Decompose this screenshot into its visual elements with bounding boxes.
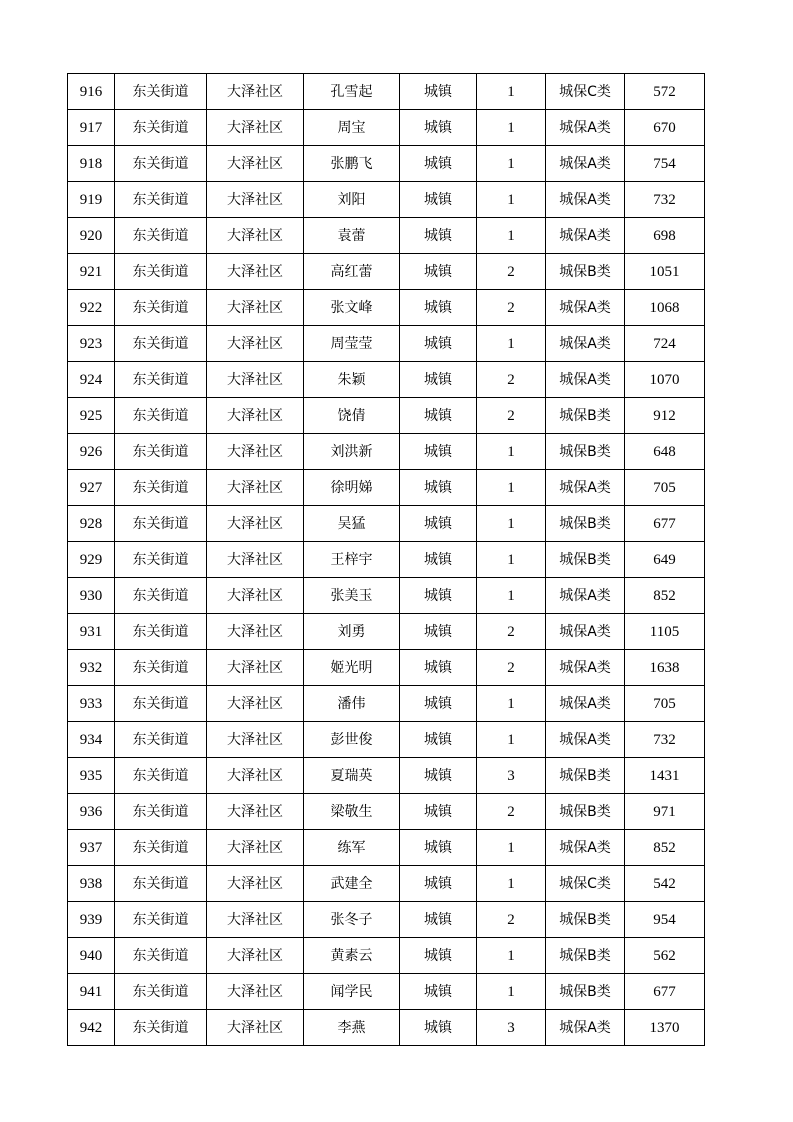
- cell-person-name: 朱颖: [304, 362, 400, 398]
- cell-household-size: 1: [477, 578, 546, 614]
- cell-amount: 724: [625, 326, 705, 362]
- cell-row-number: 940: [68, 938, 115, 974]
- cell-community: 大泽社区: [207, 794, 304, 830]
- table-row: [68, 758, 705, 794]
- cell-household-size: 1: [477, 146, 546, 182]
- cell-amount: 912: [625, 398, 705, 434]
- table-row: [68, 578, 705, 614]
- cell-person-name: 张文峰: [304, 290, 400, 326]
- cell-subdistrict: 东关街道: [115, 326, 207, 362]
- cell-amount: 971: [625, 794, 705, 830]
- cell-person-name: 孔雪起: [304, 74, 400, 110]
- cell-community: 大泽社区: [207, 758, 304, 794]
- cell-row-number: 937: [68, 830, 115, 866]
- cell-row-number: 938: [68, 866, 115, 902]
- cell-row-number: 942: [68, 1010, 115, 1046]
- cell-household-size: 1: [477, 110, 546, 146]
- table-row: [68, 866, 705, 902]
- cell-person-name: 夏瑞英: [304, 758, 400, 794]
- cell-residence-type: 城镇: [400, 938, 477, 974]
- cell-person-name: 姬光明: [304, 650, 400, 686]
- cell-insurance-category: 城保A类: [546, 290, 625, 326]
- cell-row-number: 927: [68, 470, 115, 506]
- cell-subdistrict: 东关街道: [115, 290, 207, 326]
- cell-community: 大泽社区: [207, 830, 304, 866]
- cell-subdistrict: 东关街道: [115, 902, 207, 938]
- cell-household-size: 1: [477, 434, 546, 470]
- cell-row-number: 922: [68, 290, 115, 326]
- cell-residence-type: 城镇: [400, 578, 477, 614]
- cell-community: 大泽社区: [207, 74, 304, 110]
- cell-insurance-category: 城保B类: [546, 254, 625, 290]
- cell-insurance-category: 城保A类: [546, 578, 625, 614]
- cell-household-size: 1: [477, 830, 546, 866]
- cell-insurance-category: 城保B类: [546, 974, 625, 1010]
- cell-residence-type: 城镇: [400, 110, 477, 146]
- cell-subdistrict: 东关街道: [115, 758, 207, 794]
- cell-row-number: 918: [68, 146, 115, 182]
- cell-subdistrict: 东关街道: [115, 866, 207, 902]
- cell-amount: 1431: [625, 758, 705, 794]
- cell-row-number: 917: [68, 110, 115, 146]
- cell-residence-type: 城镇: [400, 614, 477, 650]
- cell-insurance-category: 城保B类: [546, 794, 625, 830]
- cell-residence-type: 城镇: [400, 902, 477, 938]
- table-row: [68, 362, 705, 398]
- cell-residence-type: 城镇: [400, 722, 477, 758]
- table-row: [68, 614, 705, 650]
- cell-amount: 698: [625, 218, 705, 254]
- cell-amount: 648: [625, 434, 705, 470]
- cell-household-size: 1: [477, 218, 546, 254]
- cell-row-number: 929: [68, 542, 115, 578]
- cell-person-name: 张美玉: [304, 578, 400, 614]
- cell-person-name: 吴猛: [304, 506, 400, 542]
- cell-insurance-category: 城保B类: [546, 542, 625, 578]
- cell-community: 大泽社区: [207, 326, 304, 362]
- cell-community: 大泽社区: [207, 722, 304, 758]
- table-row: [68, 542, 705, 578]
- cell-household-size: 3: [477, 758, 546, 794]
- table-row: [68, 146, 705, 182]
- cell-person-name: 张鹏飞: [304, 146, 400, 182]
- cell-subdistrict: 东关街道: [115, 218, 207, 254]
- cell-residence-type: 城镇: [400, 650, 477, 686]
- cell-residence-type: 城镇: [400, 542, 477, 578]
- cell-community: 大泽社区: [207, 614, 304, 650]
- cell-amount: 1070: [625, 362, 705, 398]
- cell-insurance-category: 城保A类: [546, 146, 625, 182]
- cell-person-name: 周宝: [304, 110, 400, 146]
- cell-household-size: 1: [477, 542, 546, 578]
- cell-person-name: 袁蕾: [304, 218, 400, 254]
- cell-household-size: 1: [477, 686, 546, 722]
- cell-insurance-category: 城保A类: [546, 614, 625, 650]
- cell-amount: 1638: [625, 650, 705, 686]
- cell-household-size: 1: [477, 74, 546, 110]
- cell-amount: 852: [625, 578, 705, 614]
- cell-amount: 1068: [625, 290, 705, 326]
- cell-row-number: 928: [68, 506, 115, 542]
- cell-household-size: 2: [477, 614, 546, 650]
- cell-row-number: 921: [68, 254, 115, 290]
- cell-household-size: 1: [477, 866, 546, 902]
- table-row: [68, 254, 705, 290]
- cell-household-size: 2: [477, 794, 546, 830]
- cell-subdistrict: 东关街道: [115, 254, 207, 290]
- roster-table: [67, 73, 705, 1046]
- cell-household-size: 1: [477, 722, 546, 758]
- cell-insurance-category: 城保B类: [546, 758, 625, 794]
- cell-row-number: 941: [68, 974, 115, 1010]
- cell-amount: 754: [625, 146, 705, 182]
- table-row: [68, 434, 705, 470]
- cell-amount: 649: [625, 542, 705, 578]
- cell-community: 大泽社区: [207, 1010, 304, 1046]
- cell-row-number: 926: [68, 434, 115, 470]
- cell-household-size: 2: [477, 290, 546, 326]
- cell-insurance-category: 城保A类: [546, 686, 625, 722]
- cell-residence-type: 城镇: [400, 866, 477, 902]
- cell-subdistrict: 东关街道: [115, 74, 207, 110]
- cell-community: 大泽社区: [207, 578, 304, 614]
- cell-row-number: 925: [68, 398, 115, 434]
- cell-community: 大泽社区: [207, 434, 304, 470]
- cell-household-size: 1: [477, 506, 546, 542]
- table-row: [68, 794, 705, 830]
- table-row: [68, 398, 705, 434]
- cell-person-name: 刘洪新: [304, 434, 400, 470]
- cell-household-size: 1: [477, 470, 546, 506]
- cell-row-number: 934: [68, 722, 115, 758]
- cell-insurance-category: 城保B类: [546, 506, 625, 542]
- cell-community: 大泽社区: [207, 938, 304, 974]
- cell-insurance-category: 城保A类: [546, 218, 625, 254]
- cell-row-number: 924: [68, 362, 115, 398]
- cell-community: 大泽社区: [207, 290, 304, 326]
- cell-residence-type: 城镇: [400, 470, 477, 506]
- cell-row-number: 930: [68, 578, 115, 614]
- cell-residence-type: 城镇: [400, 182, 477, 218]
- cell-person-name: 练军: [304, 830, 400, 866]
- cell-subdistrict: 东关街道: [115, 470, 207, 506]
- cell-row-number: 916: [68, 74, 115, 110]
- table-row: [68, 686, 705, 722]
- cell-residence-type: 城镇: [400, 290, 477, 326]
- cell-household-size: 1: [477, 938, 546, 974]
- cell-residence-type: 城镇: [400, 434, 477, 470]
- cell-person-name: 黄素云: [304, 938, 400, 974]
- cell-household-size: 2: [477, 398, 546, 434]
- table-row: [68, 290, 705, 326]
- cell-subdistrict: 东关街道: [115, 650, 207, 686]
- cell-residence-type: 城镇: [400, 398, 477, 434]
- cell-person-name: 梁敬生: [304, 794, 400, 830]
- cell-residence-type: 城镇: [400, 362, 477, 398]
- cell-amount: 1105: [625, 614, 705, 650]
- cell-subdistrict: 东关街道: [115, 938, 207, 974]
- cell-subdistrict: 东关街道: [115, 974, 207, 1010]
- cell-household-size: 2: [477, 902, 546, 938]
- cell-residence-type: 城镇: [400, 326, 477, 362]
- table-row: [68, 1010, 705, 1046]
- cell-residence-type: 城镇: [400, 218, 477, 254]
- cell-insurance-category: 城保A类: [546, 1010, 625, 1046]
- cell-residence-type: 城镇: [400, 686, 477, 722]
- cell-insurance-category: 城保C类: [546, 866, 625, 902]
- cell-residence-type: 城镇: [400, 794, 477, 830]
- roster-body: [68, 74, 705, 1046]
- cell-subdistrict: 东关街道: [115, 182, 207, 218]
- cell-amount: 852: [625, 830, 705, 866]
- cell-row-number: 931: [68, 614, 115, 650]
- cell-community: 大泽社区: [207, 362, 304, 398]
- cell-row-number: 923: [68, 326, 115, 362]
- cell-community: 大泽社区: [207, 218, 304, 254]
- cell-person-name: 徐明娣: [304, 470, 400, 506]
- cell-insurance-category: 城保A类: [546, 182, 625, 218]
- table-row: [68, 326, 705, 362]
- cell-subdistrict: 东关街道: [115, 362, 207, 398]
- table-row: [68, 506, 705, 542]
- cell-person-name: 刘阳: [304, 182, 400, 218]
- cell-person-name: 李燕: [304, 1010, 400, 1046]
- table-row: [68, 830, 705, 866]
- table-row: [68, 218, 705, 254]
- cell-amount: 677: [625, 974, 705, 1010]
- cell-person-name: 高红蕾: [304, 254, 400, 290]
- cell-residence-type: 城镇: [400, 254, 477, 290]
- cell-community: 大泽社区: [207, 506, 304, 542]
- cell-community: 大泽社区: [207, 650, 304, 686]
- cell-person-name: 闻学民: [304, 974, 400, 1010]
- cell-amount: 954: [625, 902, 705, 938]
- cell-household-size: 1: [477, 326, 546, 362]
- cell-amount: 1051: [625, 254, 705, 290]
- table-row: [68, 938, 705, 974]
- cell-person-name: 饶倩: [304, 398, 400, 434]
- cell-subdistrict: 东关街道: [115, 110, 207, 146]
- cell-insurance-category: 城保B类: [546, 938, 625, 974]
- cell-subdistrict: 东关街道: [115, 146, 207, 182]
- cell-community: 大泽社区: [207, 254, 304, 290]
- cell-subdistrict: 东关街道: [115, 542, 207, 578]
- cell-subdistrict: 东关街道: [115, 578, 207, 614]
- cell-person-name: 刘勇: [304, 614, 400, 650]
- table-row: [68, 974, 705, 1010]
- cell-household-size: 2: [477, 362, 546, 398]
- cell-subdistrict: 东关街道: [115, 434, 207, 470]
- cell-amount: 572: [625, 74, 705, 110]
- cell-insurance-category: 城保A类: [546, 722, 625, 758]
- cell-household-size: 2: [477, 650, 546, 686]
- table-row: [68, 110, 705, 146]
- cell-subdistrict: 东关街道: [115, 794, 207, 830]
- cell-insurance-category: 城保A类: [546, 326, 625, 362]
- cell-subdistrict: 东关街道: [115, 614, 207, 650]
- cell-insurance-category: 城保A类: [546, 362, 625, 398]
- cell-insurance-category: 城保A类: [546, 110, 625, 146]
- cell-community: 大泽社区: [207, 398, 304, 434]
- cell-insurance-category: 城保A类: [546, 470, 625, 506]
- cell-household-size: 3: [477, 1010, 546, 1046]
- cell-residence-type: 城镇: [400, 974, 477, 1010]
- cell-community: 大泽社区: [207, 866, 304, 902]
- cell-residence-type: 城镇: [400, 74, 477, 110]
- cell-community: 大泽社区: [207, 182, 304, 218]
- cell-community: 大泽社区: [207, 470, 304, 506]
- cell-row-number: 933: [68, 686, 115, 722]
- cell-row-number: 935: [68, 758, 115, 794]
- table-row: [68, 470, 705, 506]
- cell-community: 大泽社区: [207, 902, 304, 938]
- cell-row-number: 920: [68, 218, 115, 254]
- cell-insurance-category: 城保B类: [546, 434, 625, 470]
- cell-person-name: 周莹莹: [304, 326, 400, 362]
- cell-amount: 670: [625, 110, 705, 146]
- cell-row-number: 932: [68, 650, 115, 686]
- cell-person-name: 彭世俊: [304, 722, 400, 758]
- table-row: [68, 722, 705, 758]
- table-row: [68, 902, 705, 938]
- cell-row-number: 936: [68, 794, 115, 830]
- cell-household-size: 1: [477, 974, 546, 1010]
- cell-community: 大泽社区: [207, 542, 304, 578]
- cell-insurance-category: 城保B类: [546, 398, 625, 434]
- cell-residence-type: 城镇: [400, 830, 477, 866]
- cell-amount: 732: [625, 722, 705, 758]
- cell-amount: 542: [625, 866, 705, 902]
- cell-residence-type: 城镇: [400, 146, 477, 182]
- table-row: [68, 650, 705, 686]
- cell-community: 大泽社区: [207, 686, 304, 722]
- table-row: [68, 182, 705, 218]
- cell-amount: 705: [625, 686, 705, 722]
- cell-insurance-category: 城保B类: [546, 902, 625, 938]
- cell-residence-type: 城镇: [400, 758, 477, 794]
- cell-subdistrict: 东关街道: [115, 398, 207, 434]
- table-row: [68, 74, 705, 110]
- cell-household-size: 2: [477, 254, 546, 290]
- cell-person-name: 王梓宇: [304, 542, 400, 578]
- cell-insurance-category: 城保A类: [546, 830, 625, 866]
- cell-amount: 705: [625, 470, 705, 506]
- cell-person-name: 武建全: [304, 866, 400, 902]
- cell-amount: 562: [625, 938, 705, 974]
- cell-person-name: 张冬子: [304, 902, 400, 938]
- cell-community: 大泽社区: [207, 146, 304, 182]
- cell-insurance-category: 城保A类: [546, 650, 625, 686]
- cell-insurance-category: 城保C类: [546, 74, 625, 110]
- cell-residence-type: 城镇: [400, 1010, 477, 1046]
- cell-community: 大泽社区: [207, 974, 304, 1010]
- cell-row-number: 919: [68, 182, 115, 218]
- cell-amount: 1370: [625, 1010, 705, 1046]
- cell-subdistrict: 东关街道: [115, 722, 207, 758]
- cell-residence-type: 城镇: [400, 506, 477, 542]
- cell-subdistrict: 东关街道: [115, 686, 207, 722]
- cell-subdistrict: 东关街道: [115, 830, 207, 866]
- cell-amount: 732: [625, 182, 705, 218]
- cell-subdistrict: 东关街道: [115, 1010, 207, 1046]
- cell-household-size: 1: [477, 182, 546, 218]
- cell-row-number: 939: [68, 902, 115, 938]
- cell-person-name: 潘伟: [304, 686, 400, 722]
- cell-community: 大泽社区: [207, 110, 304, 146]
- cell-amount: 677: [625, 506, 705, 542]
- cell-subdistrict: 东关街道: [115, 506, 207, 542]
